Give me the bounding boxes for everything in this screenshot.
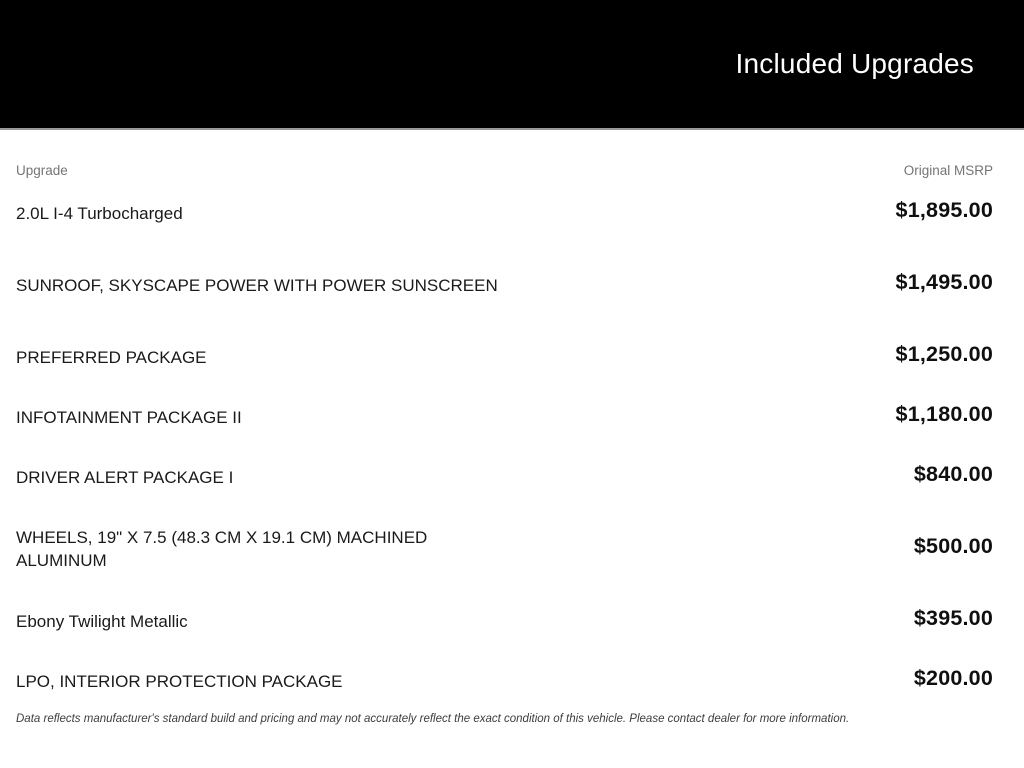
upgrade-name: PREFERRED PACKAGE: [16, 347, 207, 367]
table-row: [16, 588, 993, 648]
table-row: [16, 180, 993, 240]
column-header-msrp: Original MSRP: [903, 163, 993, 178]
msrp-value: $395.00: [913, 605, 993, 630]
page-title: Included Upgrades: [735, 48, 974, 79]
upgrade-name: SUNROOF, SKYSCAPE POWER WITH POWER SUNSCREEN: [16, 275, 498, 295]
disclaimer-text: Data reflects manufacturer's standard build and pricing and may not accurately reflect the exact condition of this vehicle. Please contact dealer for more information.: [16, 713, 850, 725]
upgrade-name: WHEELS, 19" X 7.5 (48.3 CM X 19.1 CM) MACHINED ALUMINUM: [16, 528, 428, 570]
msrp-value: $1,250.00: [895, 341, 993, 366]
table-body: [16, 180, 993, 708]
msrp-value: $1,895.00: [895, 197, 993, 222]
msrp-value: $840.00: [913, 461, 993, 486]
upgrade-name: LPO, INTERIOR PROTECTION PACKAGE: [16, 671, 343, 691]
upgrade-name: DRIVER ALERT PACKAGE I: [16, 467, 234, 487]
upgrade-name: INFOTAINMENT PACKAGE II: [16, 407, 242, 427]
table-column-headers: [16, 162, 993, 180]
included-upgrades-header: [0, 0, 1024, 130]
msrp-value: $200.00: [913, 665, 993, 690]
table-row: [16, 324, 993, 384]
msrp-value: $1,495.00: [895, 269, 993, 294]
table-row: [16, 384, 993, 444]
upgrade-name: Ebony Twilight Metallic: [16, 611, 188, 631]
upgrades-table: [0, 162, 1024, 726]
table-row: [16, 444, 993, 504]
msrp-value: $500.00: [913, 533, 993, 558]
upgrade-name: 2.0L I-4 Turbocharged: [16, 203, 183, 223]
column-header-upgrade: Upgrade: [16, 163, 68, 178]
msrp-value: $1,180.00: [895, 401, 993, 426]
table-row: [16, 648, 993, 708]
table-row: [16, 504, 993, 588]
table-row: [16, 240, 993, 324]
